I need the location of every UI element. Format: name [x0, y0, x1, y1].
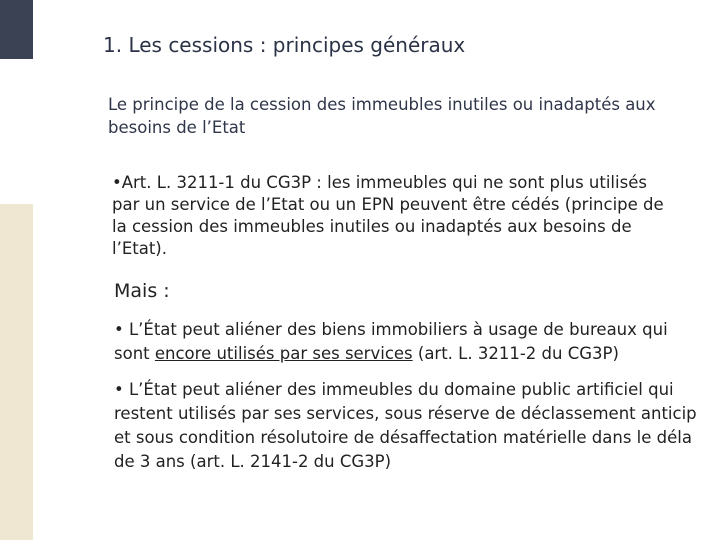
subtitle [108, 93, 708, 139]
article-line: la cession des immeubles inutiles ou inadaptés aux besoins de [112, 217, 632, 236]
underlined-text: encore utilisés par ses services [154, 344, 413, 363]
bullet-line: et sous condition résolutoire de désaffectation matérielle dans le déla [114, 428, 692, 447]
mais-heading: Mais : [114, 280, 170, 302]
subtitle-line: Le principe de la cession des immeubles inutiles ou inadaptés aux [108, 95, 656, 114]
bullet-line: • L’État peut aliéner des immeubles du domaine public artificiel qui [114, 380, 674, 399]
bullet-line: restent utilisés par ses services, sous réserve de déclassement anticip [114, 404, 697, 423]
sidebar-dark-block [0, 0, 33, 59]
article-paragraph [112, 172, 712, 260]
bullet-line: de 3 ans (art. L. 2141-2 du CG3P) [114, 452, 392, 471]
bullet-paragraph [114, 318, 720, 366]
sidebar-beige-block [0, 204, 33, 540]
article-line: l’Etat). [112, 239, 167, 258]
article-line: par un service de l’Etat ou un EPN peuvent être cédés (principe de [112, 195, 664, 214]
bullet-text: (art. L. 3211-2 du CG3P) [412, 344, 619, 363]
sidebar-decoration [0, 0, 33, 540]
bullet-line [114, 342, 720, 366]
bullet-paragraph [114, 378, 720, 474]
slide-title: 1. Les cessions : principes généraux [103, 33, 466, 57]
subtitle-line: besoins de l’Etat [108, 118, 246, 137]
bullet-line: • L’État peut aliéner des biens immobiliers à usage de bureaux qui [114, 320, 668, 339]
article-line: •Art. L. 3211-1 du CG3P : les immeubles qui ne sont plus utilisés [112, 173, 647, 192]
bullet-text: sont [114, 344, 155, 363]
